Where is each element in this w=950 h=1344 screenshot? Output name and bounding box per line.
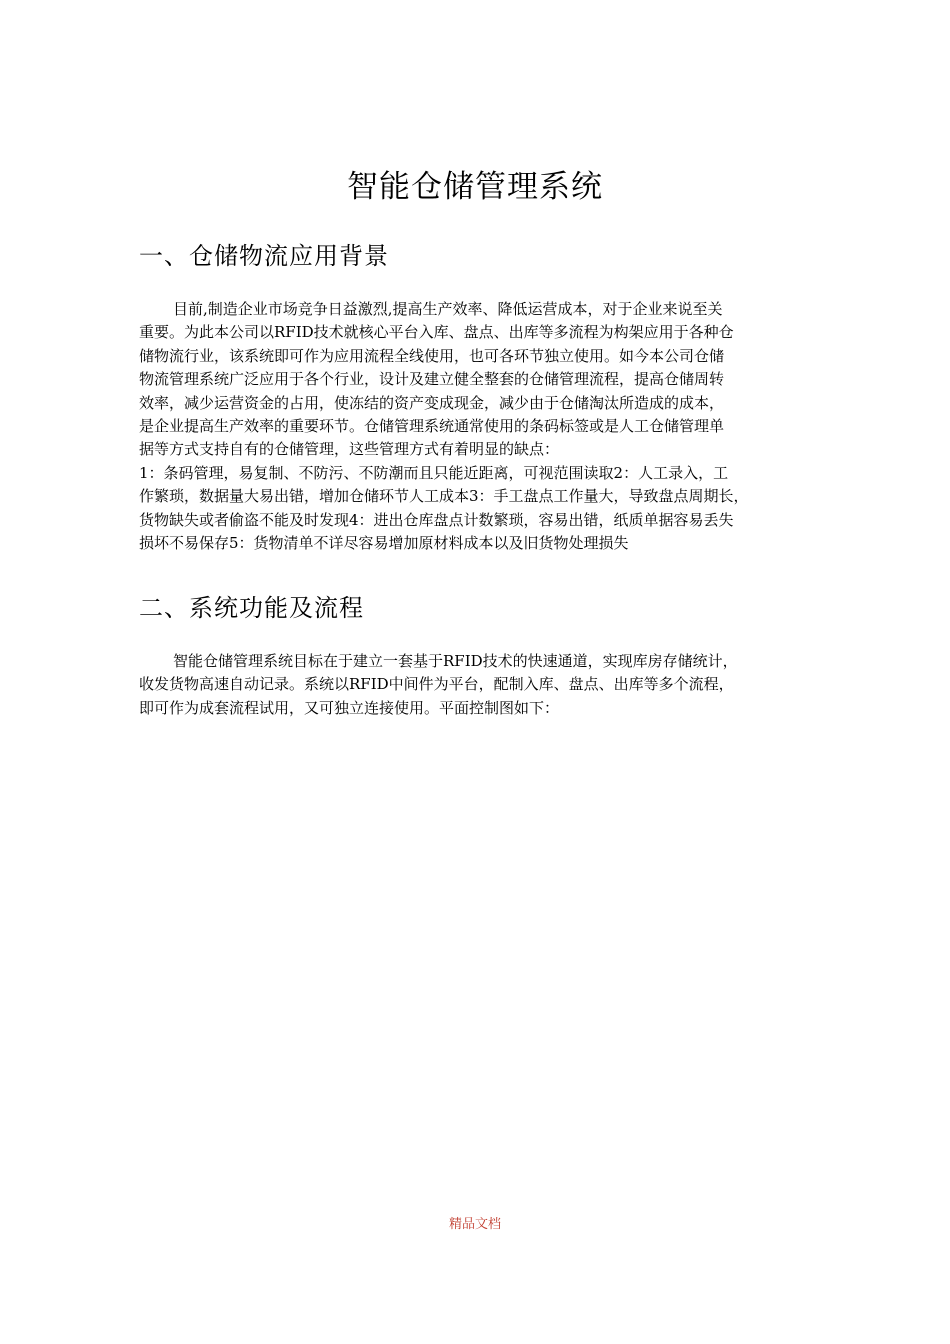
paragraph-line: 储物流行业，该系统即可作为应用流程全线使用，也可各环节独立使用。如今本公司仓储 (139, 346, 725, 365)
paragraph-line: 损坏不易保存5：货物清单不详尽容易增加原材料成本以及旧货物处理损失 (139, 534, 629, 553)
section-heading-background: 一、仓储物流应用背景 (139, 242, 389, 270)
paragraph-line: 即可作为成套流程试用，又可独立连接使用。平面控制图如下： (139, 698, 560, 717)
paragraph-line: 目前,制造企业市场竞争日益激烈,提高生产效率、降低运营成本，对于企业来说至关 (173, 300, 723, 318)
paragraph-line: 智能仓储管理系统目标在于建立一套基于RFID技术的快速通道，实现库房存储统计， (173, 652, 738, 670)
section-paragraph-functions (139, 650, 829, 720)
section-paragraph-background (139, 298, 829, 555)
paragraph-line: 重要。为此本公司以RFID技术就核心平台入库、盘点、出库等多流程为构架应用于各种仓 (139, 323, 734, 342)
paragraph-line: 效率，减少运营资金的占用，使冻结的资产变成现金，减少由于仓储淘汰所造成的成本， (139, 393, 725, 412)
paragraph-line: 据等方式支持自有的仓储管理，这些管理方式有着明显的缺点： (139, 440, 560, 459)
paragraph-line: 是企业提高生产效率的重要环节。仓储管理系统通常使用的条码标签或是人工仓储管理单 (139, 417, 725, 436)
paragraph-line: 物流管理系统广泛应用于各个行业，设计及建立健全整套的仓储管理流程，提高仓储周转 (139, 370, 725, 389)
paragraph-line: 作繁琐，数据量大易出错，增加仓储环节人工成本3：手工盘点工作量大，导致盘点周期长， (139, 487, 749, 506)
paragraph-line: 1：条码管理，易复制、不防污、不防潮而且只能近距离，可视范围读取2：人工录入，工 (139, 463, 729, 482)
paragraph-line: 收发货物高速自动记录。系统以RFID中间件为平台，配制入库、盘点、出库等多个流程， (139, 675, 734, 694)
section-heading-functions: 二、系统功能及流程 (139, 594, 364, 622)
document-title: 智能仓储管理系统 (347, 169, 603, 205)
paragraph-line: 货物缺失或者偷盗不能及时发现4：进出仓库盘点计数繁琐，容易出错，纸质单据容易丢失 (139, 510, 734, 529)
footer-watermark-text: 精品文档 (448, 1217, 501, 1232)
